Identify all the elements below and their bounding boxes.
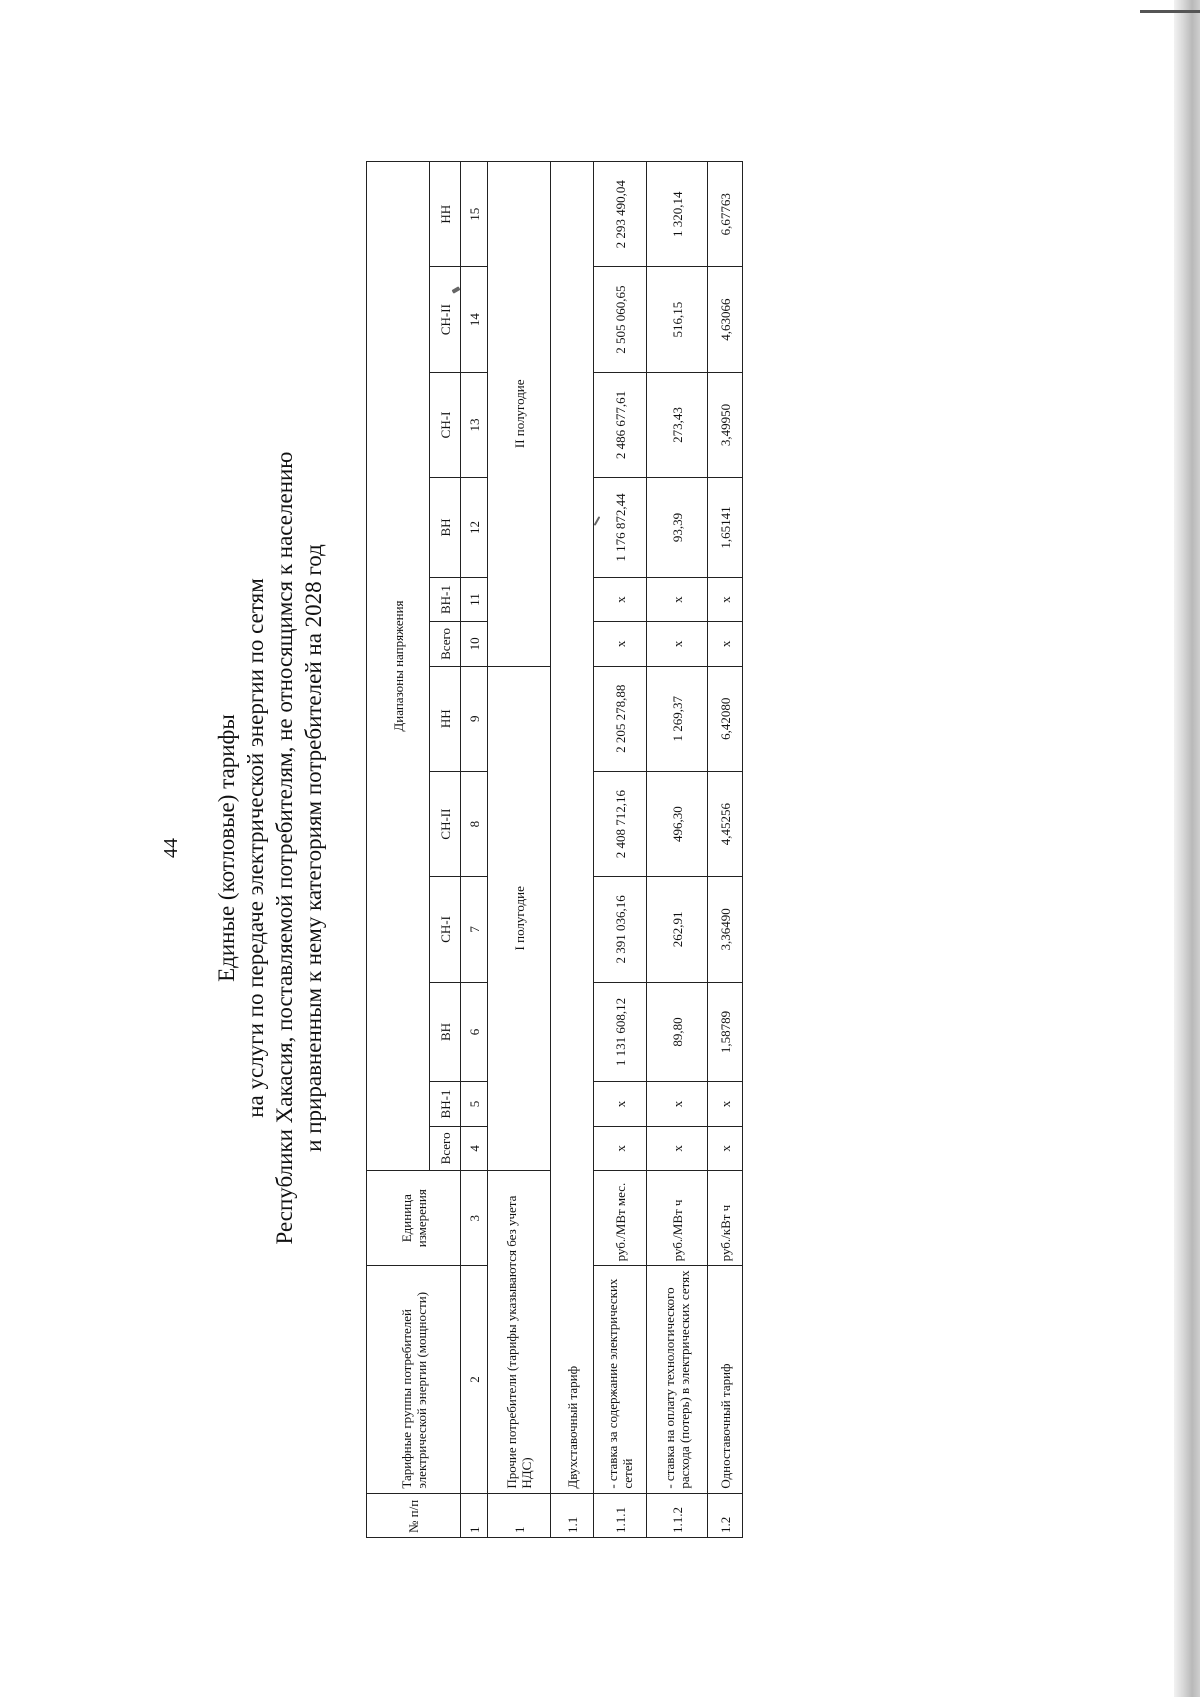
table-row [594, 162, 647, 1538]
value-cell: x [594, 1082, 647, 1126]
row-num: 1.2 [708, 1493, 743, 1537]
value-cell: 1,65141 [708, 478, 743, 578]
value-cell: 262,91 [647, 877, 708, 982]
value-cell: 1 269,37 [647, 666, 708, 771]
column-number-row [461, 162, 488, 1538]
value-cell: x [594, 1126, 647, 1170]
header-col: ВН-1 [430, 1082, 461, 1126]
header-num: № п/п [367, 1493, 461, 1537]
header-col: НН [430, 666, 461, 771]
column-number: 14 [461, 267, 488, 372]
section-name: Прочие потребители (тарифы указываются без учета НДС) [488, 1171, 551, 1494]
header-col: СН-I [430, 372, 461, 477]
subsection-row [551, 162, 594, 1538]
value-cell: x [647, 577, 708, 621]
column-number: 9 [461, 666, 488, 771]
value-cell: 4,45256 [708, 771, 743, 876]
header-col: Всего [430, 622, 461, 666]
column-number: 2 [461, 1266, 488, 1493]
scan-edge-mark [1140, 10, 1200, 13]
header-col: ВН-1 [430, 577, 461, 621]
value-cell: 4,63066 [708, 267, 743, 372]
value-cell: 93,39 [647, 478, 708, 578]
section-row [488, 162, 551, 1538]
value-cell: 1 320,14 [647, 162, 708, 267]
column-number: 5 [461, 1082, 488, 1126]
value-cell: 2 391 036,16 [594, 877, 647, 982]
title-line: Единые (котловые) тарифы [214, 714, 239, 982]
value-cell: 1 131 608,12 [594, 982, 647, 1082]
value-cell: x [647, 622, 708, 666]
subsection-num: 1.1 [551, 1493, 594, 1537]
row-num: 1.1.1 [594, 1493, 647, 1537]
page-number: 44 [160, 838, 182, 858]
header-col: НН [430, 162, 461, 267]
column-number: 3 [461, 1171, 488, 1266]
value-cell: x [647, 1082, 708, 1126]
value-cell: 516,15 [647, 267, 708, 372]
half-year-1: I полугодие [488, 666, 551, 1170]
section-num: 1 [488, 1493, 551, 1537]
value-cell: 2 505 060,65 [594, 267, 647, 372]
value-cell: x [708, 577, 743, 621]
title-line: на услуги по передаче электрической энергии по сетям [243, 578, 268, 1118]
row-unit: руб./МВт ч [647, 1171, 708, 1266]
value-cell: 1,58789 [708, 982, 743, 1082]
table-row [647, 162, 708, 1538]
value-cell: 2 205 278,88 [594, 666, 647, 771]
row-num: 1.1.2 [647, 1493, 708, 1537]
document-title [212, 98, 328, 1598]
column-number: 6 [461, 982, 488, 1082]
value-cell: 3,49950 [708, 372, 743, 477]
value-cell: 1 176 872,44 [594, 478, 647, 578]
header-col: ВН [430, 982, 461, 1082]
value-cell: x [708, 622, 743, 666]
value-cell: x [594, 622, 647, 666]
header-col: СН-I [430, 877, 461, 982]
title-line: и приравненным к нему категориям потребителей на 2028 год [301, 544, 326, 1152]
header-unit: Единица измерения [367, 1171, 461, 1266]
subsection-name: Двухставочный тариф [551, 162, 594, 1494]
value-cell: x [708, 1126, 743, 1170]
scan-edge-shadow [1174, 0, 1200, 1697]
tariff-table [366, 161, 743, 1538]
title-line: Республики Хакасия, поставляемой потребителям, не относящимся к населению [272, 451, 297, 1245]
value-cell: 496,30 [647, 771, 708, 876]
value-cell: 2 486 677,61 [594, 372, 647, 477]
rotated-page [100, 98, 1100, 1598]
value-cell: 2 293 490,04 [594, 162, 647, 267]
value-cell: 3,36490 [708, 877, 743, 982]
column-number: 10 [461, 622, 488, 666]
column-number: 4 [461, 1126, 488, 1170]
half-year-2: II полугодие [488, 162, 551, 667]
header-col: СН-II [430, 267, 461, 372]
row-name: Одноставочный тариф [708, 1266, 743, 1493]
column-number: 1 [461, 1493, 488, 1537]
value-cell: x [647, 1126, 708, 1170]
header-row [367, 162, 430, 1538]
value-cell: x [708, 1082, 743, 1126]
row-unit: руб./кВт ч [708, 1171, 743, 1266]
value-cell: 273,43 [647, 372, 708, 477]
row-name: - ставка на оплату технологического расхода (потерь) в электрических сетях [647, 1266, 708, 1493]
header-col: Всего [430, 1126, 461, 1170]
column-number: 7 [461, 877, 488, 982]
value-cell: 6,67763 [708, 162, 743, 267]
column-number: 15 [461, 162, 488, 267]
value-cell: x [594, 577, 647, 621]
column-number: 13 [461, 372, 488, 477]
row-name: - ставка за содержание электрических сетей [594, 1266, 647, 1493]
table-row [708, 162, 743, 1538]
value-cell: 6,42080 [708, 666, 743, 771]
column-number: 11 [461, 577, 488, 621]
column-number: 12 [461, 478, 488, 578]
header-col: ВН [430, 478, 461, 578]
value-cell: 89,80 [647, 982, 708, 1082]
header-group: Тарифные группы потребителей электрической энергии (мощности) [367, 1266, 461, 1493]
value-cell: 2 408 712,16 [594, 771, 647, 876]
header-voltage-ranges: Диапазоны напряжения [367, 162, 430, 1171]
row-unit: руб./МВт мес. [594, 1171, 647, 1266]
column-number: 8 [461, 771, 488, 876]
header-col: СН-II [430, 771, 461, 876]
